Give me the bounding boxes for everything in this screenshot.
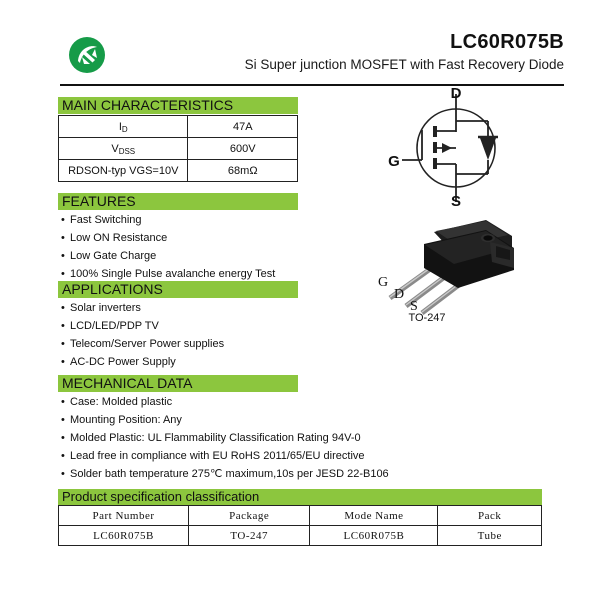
mechanical-data-list — [58, 393, 478, 483]
package-caption: TO-247 — [408, 312, 446, 324]
cell-package: TO-247 — [188, 526, 309, 546]
table-row — [59, 526, 542, 546]
applications-list — [58, 299, 338, 371]
cell-mode-name: LC60R075B — [310, 526, 438, 546]
section-heading-features: FEATURES — [58, 193, 298, 210]
row-label-subscript: DSS — [118, 146, 136, 156]
list-item: • Case: Molded plastic — [58, 393, 478, 411]
row-value: 68mΩ — [188, 160, 298, 182]
table-header-row — [59, 506, 542, 526]
row-label-text: I — [118, 120, 122, 133]
list-item: • Solar inverters — [58, 299, 338, 317]
symbol-terminal-gate: G — [388, 153, 400, 170]
n-channel-mosfet-symbol-icon — [378, 88, 538, 208]
symbol-terminal-drain: D — [450, 88, 462, 102]
product-specification-table — [58, 505, 542, 546]
page-header — [58, 30, 564, 82]
symbol-terminal-source: S — [450, 193, 462, 208]
page-title: LC60R075B — [450, 31, 564, 53]
company-leaf-logo-icon — [68, 36, 106, 74]
list-item: • Low Gate Charge — [58, 247, 338, 265]
column-header: Part Number — [59, 506, 189, 526]
column-header: Pack — [438, 506, 542, 526]
list-item: • 100% Single Pulse avalanche energy Test — [58, 265, 338, 283]
table-row — [59, 116, 298, 138]
list-item: • Fast Switching — [58, 211, 338, 229]
section-heading-product-specification: Product specification classification — [58, 489, 542, 505]
row-label — [59, 138, 188, 160]
row-value: 600V — [188, 138, 298, 160]
list-item: • AC-DC Power Supply — [58, 353, 338, 371]
list-item: • Solder bath temperature 275℃ maximum,10s per JESD 22-B106 — [58, 465, 478, 483]
cell-pack: Tube — [438, 526, 542, 546]
section-heading-mechanical-data: MECHANICAL DATA — [58, 375, 298, 392]
cell-part-number: LC60R075B — [59, 526, 189, 546]
list-item: • Telecom/Server Power supplies — [58, 335, 338, 353]
row-label-text: V — [111, 142, 119, 155]
table-row — [59, 160, 298, 182]
row-label-subscript: D — [121, 124, 128, 134]
features-list — [58, 211, 338, 283]
row-value: 47A — [188, 116, 298, 138]
list-item: • Molded Plastic: UL Flammability Classification Rating 94V-0 — [58, 429, 478, 447]
section-heading-main-characteristics: MAIN CHARACTERISTICS — [58, 97, 298, 114]
section-heading-applications: APPLICATIONS — [58, 281, 298, 298]
row-label: RDSON-typ VGS=10V — [59, 160, 188, 182]
table-row — [59, 138, 298, 160]
page-subtitle: Si Super junction MOSFET with Fast Recovery Diode — [244, 57, 564, 72]
product-specification-section — [58, 489, 542, 546]
header-divider — [60, 84, 564, 86]
column-header: Mode Name — [310, 506, 438, 526]
row-label — [59, 116, 188, 138]
package-pin-label-d: D — [394, 287, 405, 302]
list-item: • Low ON Resistance — [58, 229, 338, 247]
package-pin-label-g: G — [378, 275, 389, 290]
list-item: • Mounting Position: Any — [58, 411, 478, 429]
list-item: • LCD/LED/PDP TV — [58, 317, 338, 335]
main-characteristics-table — [58, 115, 298, 182]
title-block — [124, 30, 564, 75]
to-247-package-icon — [362, 214, 542, 326]
list-item: • Lead free in compliance with EU RoHS 2011/65/EU directive — [58, 447, 478, 465]
package-pin-label-s: S — [410, 299, 418, 314]
column-header: Package — [188, 506, 309, 526]
